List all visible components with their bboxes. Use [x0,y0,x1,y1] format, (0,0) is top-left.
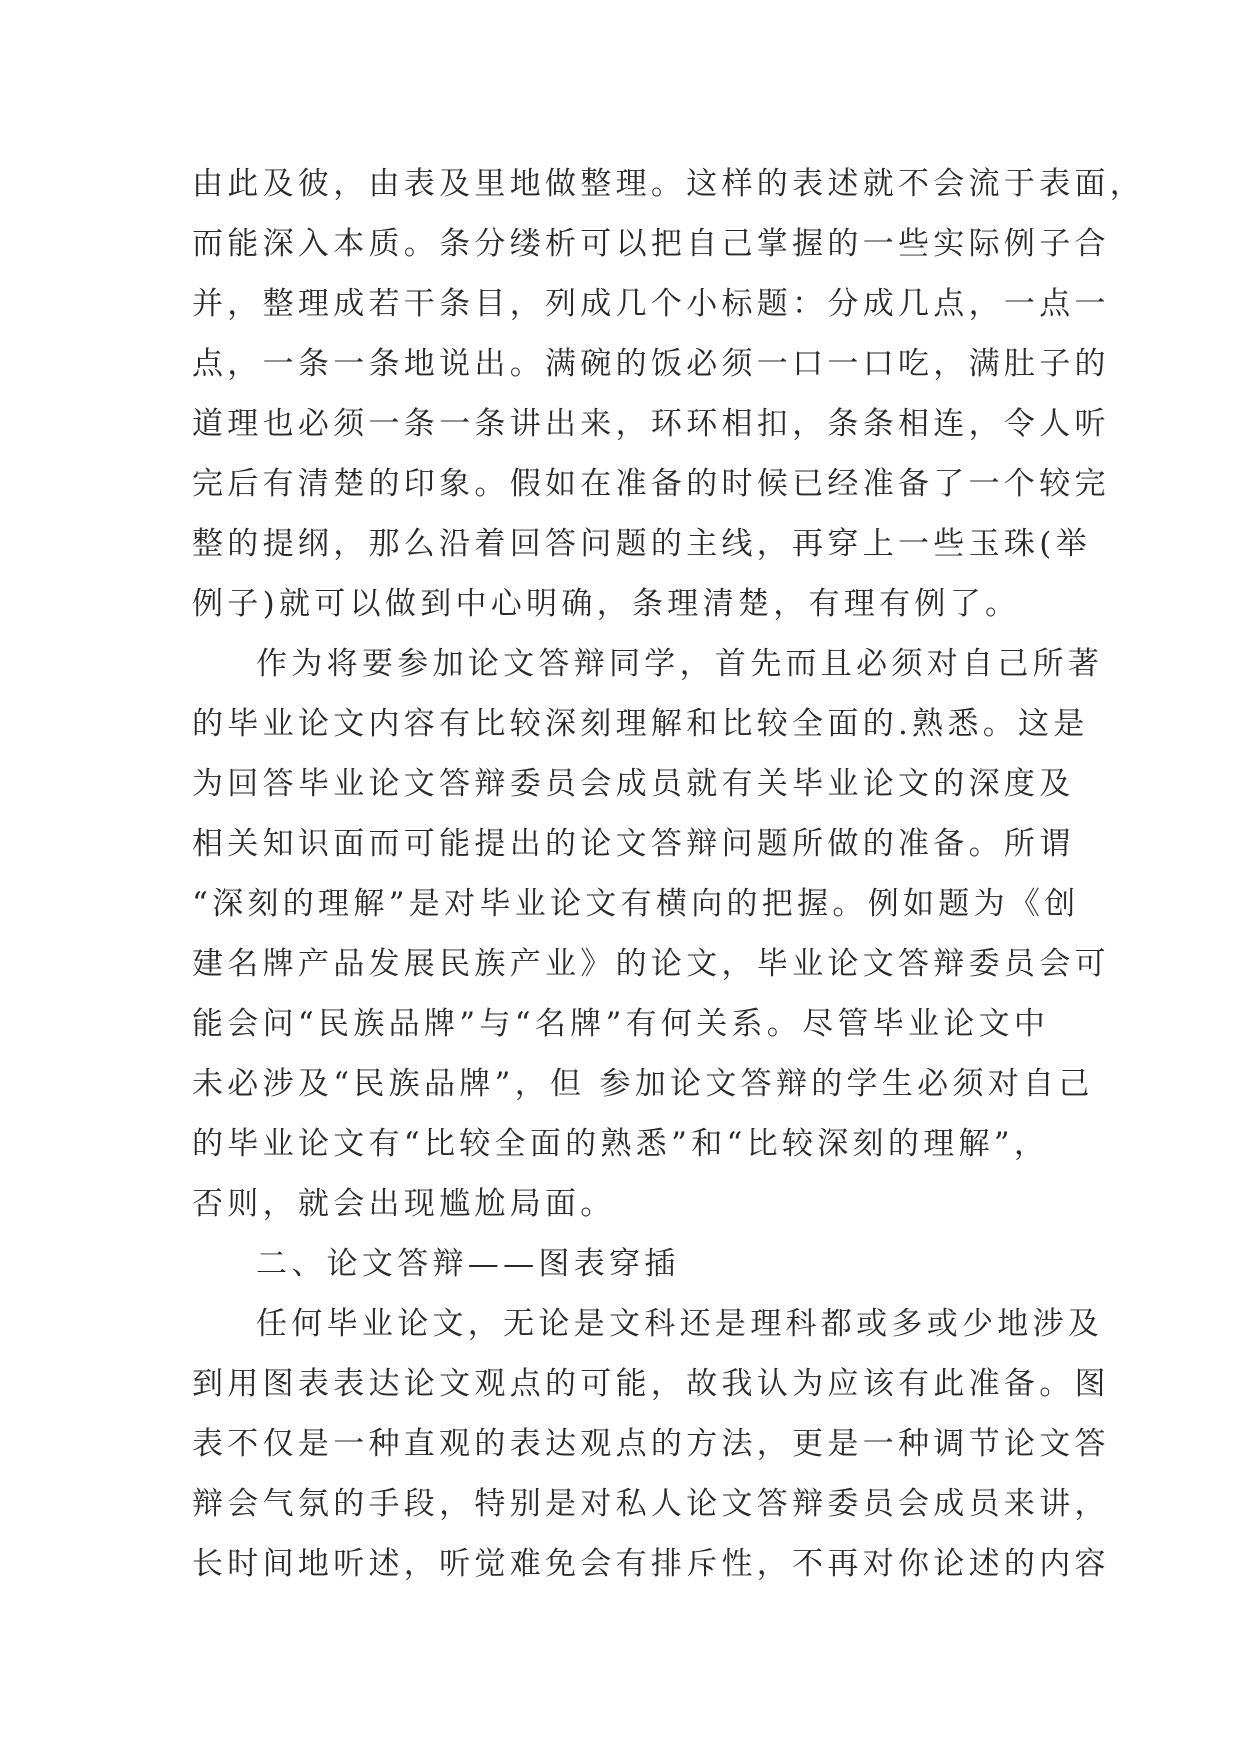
text-line: 相关知识面而可能提出的论文答辩问题所做的准备。所谓 [192,826,1075,862]
paragraph-start-line: 作为将要参加论文答辩同学，首先而且必须对自己所著 [256,646,1104,682]
text-line: 道理也必须一条一条讲出来，环环相扣，条条相连，令人听 [192,406,1110,442]
text-line: 的毕业论文有“比较全面的熟悉”和“比较深刻的理解”， [192,1126,1050,1162]
text-line: 辩会气氛的手段，特别是对私人论文答辩委员会成员来讲， [192,1486,1110,1522]
text-line: 点，一条一条地说出。满碗的饭必须一口一口吃，满肚子的 [192,346,1110,382]
text-line: 完后有清楚的印象。假如在准备的时候已经准备了一个较完 [192,466,1110,502]
paragraph-start-line: 任何毕业论文，无论是文科还是理科都或多或少地涉及 [256,1306,1104,1342]
text-line: 而能深入本质。条分缕析可以把自己掌握的一些实际例子合 [192,226,1110,262]
text-line: 长时间地听述，听觉难免会有排斥性，不再对你论述的内容 [192,1546,1110,1582]
text-line: 由此及彼，由表及里地做整理。这样的表述就不会流于表面， [192,166,1146,202]
text-line: 建名牌产品发展民族产业》的论文，毕业论文答辩委员会可 [192,946,1110,982]
text-line: 能会问“民族品牌”与“名牌”有何关系。尽管毕业论文中 [192,1006,1050,1042]
text-line: 否则，就会出现尴尬局面。 [192,1186,616,1222]
text-line: 并，整理成若干条目，列成几个小标题：分成几点，一点一 [192,286,1110,322]
text-line: 未必涉及“民族品牌”，但 参加论文答辩的学生必须对自己 [192,1066,1094,1102]
text-line: 的毕业论文内容有比较深刻理解和比较全面的.熟悉。这是 [192,706,1089,742]
text-line: 到用图表表达论文观点的可能，故我认为应该有此准备。图 [192,1366,1110,1402]
text-line: 例子)就可以做到中心明确，条理清楚，有理有例了。 [192,586,1021,622]
text-line: 表不仅是一种直观的表达观点的方法，更是一种调节论文答 [192,1426,1110,1462]
text-line: 整的提纲，那么沿着回答问题的主线，再穿上一些玉珠(举 [192,526,1091,562]
text-line: 为回答毕业论文答辩委员会成员就有关毕业论文的深度及 [192,766,1075,802]
section-heading: 二、论文答辩——图表穿插 [256,1246,680,1282]
body-text [192,154,1146,1594]
text-line: “深刻的理解”是对毕业论文有横向的把握。例如题为《创 [192,886,1080,922]
